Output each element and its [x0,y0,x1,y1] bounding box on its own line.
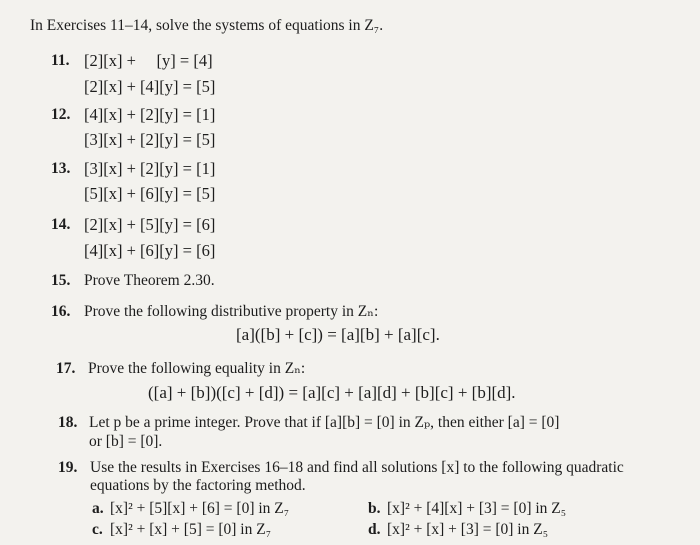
exercise-15-number: 15. [51,272,71,289]
exercise-19-part-b-label: b. [368,500,381,517]
exercise-19-line-1: Use the results in Exercises 16–18 and find all solutions [x] to the following quadratic [90,459,624,476]
exercise-15-text: Prove Theorem 2.30. [84,272,215,289]
exercise-12-number: 12. [51,106,71,123]
exercise-19-part-a-text: [x]² + [5][x] + [6] = [0] in Z₇ [110,500,290,517]
exercise-18-number: 18. [58,414,78,431]
exercise-13-equation-2: [5][x] + [6][y] = [5] [84,184,216,203]
exercise-11-equation-1: [2][x] + [y] = [4] [84,51,213,70]
exercise-19-part-a-label: a. [92,500,104,517]
exercise-16-number: 16. [51,303,71,320]
exercise-14-equation-2: [4][x] + [6][y] = [6] [84,241,216,260]
exercise-14-equation-1: [2][x] + [5][y] = [6] [84,215,216,234]
exercise-18-line-1: Let p be a prime integer. Prove that if [a][b] = [0] in Zₚ, then either [a] = [0] [89,414,560,431]
exercise-17-text: Prove the following equality in Zₙ: [88,360,306,377]
exercise-19-number: 19. [58,459,78,476]
intro-text: In Exercises 11–14, solve the systems of equations in Z₇. [30,17,384,34]
exercise-19-part-d-text: [x]² + [x] + [3] = [0] in Z₅ [387,521,549,538]
exercise-18-line-2: or [b] = [0]. [89,433,163,450]
exercise-19-line-2: equations by the factoring method. [90,477,306,494]
exercise-12-equation-1: [4][x] + [2][y] = [1] [84,105,216,124]
exercise-19-part-b-text: [x]² + [4][x] + [3] = [0] in Z₅ [387,500,567,517]
exercise-17-number: 17. [56,360,76,377]
exercise-13-number: 13. [51,160,71,177]
exercise-19-part-c-text: [x]² + [x] + [5] = [0] in Z₇ [110,521,272,538]
exercise-19-part-d-label: d. [368,521,381,538]
exercise-14-number: 14. [51,216,71,233]
exercise-16-formula: [a]([b] + [c]) = [a][b] + [a][c]. [236,325,440,344]
exercise-13-equation-1: [3][x] + [2][y] = [1] [84,159,216,178]
exercise-11-number: 11. [51,52,70,69]
exercise-19-part-c-label: c. [92,521,103,538]
exercise-17-formula: ([a] + [b])([c] + [d]) = [a][c] + [a][d] + [b][c] + [b][d]. [148,383,516,402]
exercise-11-equation-2: [2][x] + [4][y] = [5] [84,77,216,96]
exercise-16-text: Prove the following distributive property in Zₙ: [84,303,379,320]
exercise-12-equation-2: [3][x] + [2][y] = [5] [84,130,216,149]
